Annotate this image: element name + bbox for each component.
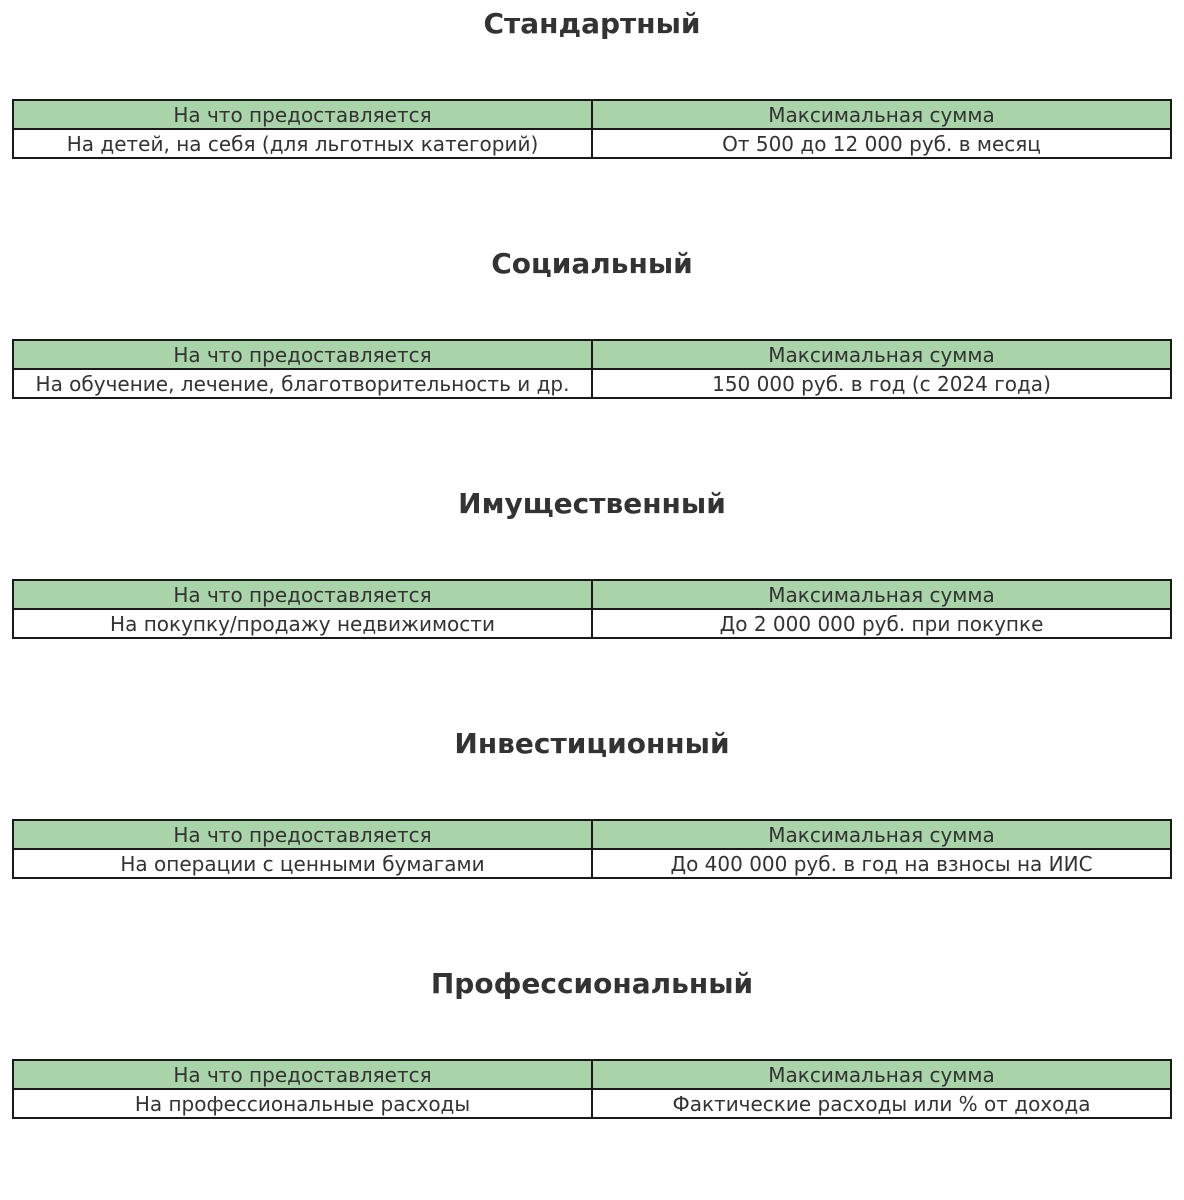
table-header-row [13, 1060, 1171, 1089]
section-title: Профессиональный [430, 967, 754, 1000]
column-header-max-amount: Максимальная сумма [592, 1060, 1171, 1089]
deduction-table [12, 819, 1172, 879]
deduction-table [12, 339, 1172, 399]
section-title: Инвестиционный [454, 727, 730, 760]
column-header-purpose: На что предоставляется [13, 580, 592, 609]
section-title: Имущественный [458, 487, 726, 520]
table-row [13, 369, 1171, 398]
table-row [13, 129, 1171, 158]
cell-purpose: На профессиональные расходы [13, 1089, 592, 1118]
cell-purpose: На обучение, лечение, благотворительность и др. [13, 369, 592, 398]
table-header-row [13, 340, 1171, 369]
cell-max-amount: До 2 000 000 руб. при покупке [592, 609, 1171, 638]
cell-max-amount: До 400 000 руб. в год на взносы на ИИС [592, 849, 1171, 878]
cell-purpose: На покупку/продажу недвижимости [13, 609, 592, 638]
table-header-row [13, 820, 1171, 849]
table-row [13, 1089, 1171, 1118]
cell-max-amount: От 500 до 12 000 руб. в месяц [592, 129, 1171, 158]
column-header-max-amount: Максимальная сумма [592, 580, 1171, 609]
table-row [13, 849, 1171, 878]
column-header-max-amount: Максимальная сумма [592, 340, 1171, 369]
column-header-purpose: На что предоставляется [13, 100, 592, 129]
deduction-table [12, 1059, 1172, 1119]
column-header-purpose: На что предоставляется [13, 340, 592, 369]
deduction-table [12, 99, 1172, 159]
column-header-purpose: На что предоставляется [13, 1060, 592, 1089]
cell-max-amount: Фактические расходы или % от дохода [592, 1089, 1171, 1118]
column-header-purpose: На что предоставляется [13, 820, 592, 849]
cell-max-amount: 150 000 руб. в год (с 2024 года) [592, 369, 1171, 398]
table-header-row [13, 580, 1171, 609]
table-row [13, 609, 1171, 638]
cell-purpose: На операции с ценными бумагами [13, 849, 592, 878]
column-header-max-amount: Максимальная сумма [592, 820, 1171, 849]
cell-purpose: На детей, на себя (для льготных категорий) [13, 129, 592, 158]
section-title: Стандартный [483, 7, 701, 40]
section-title: Социальный [491, 247, 693, 280]
column-header-max-amount: Максимальная сумма [592, 100, 1171, 129]
deduction-table [12, 579, 1172, 639]
table-header-row [13, 100, 1171, 129]
